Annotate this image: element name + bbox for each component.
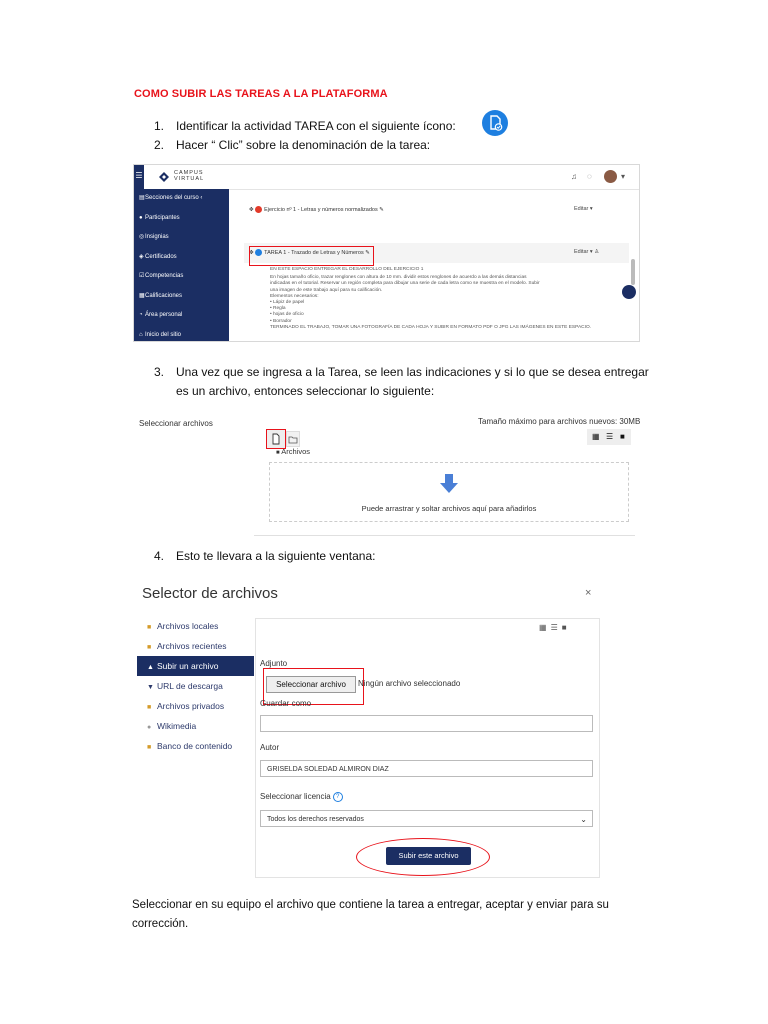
filepicker-label: Seleccionar archivos [139,419,213,428]
drop-zone[interactable] [269,462,629,522]
no-file-text: Ningún archivo seleccionado [358,679,461,688]
edit-menu[interactable]: Editar ▾ ♙ [574,249,600,255]
repository-list [137,616,254,756]
save-as-label: Guardar como [260,699,312,708]
sidebar-item-sections[interactable]: ▤Secciones del curso ‹ [134,189,229,209]
folder-icon [287,432,299,446]
chat-icon[interactable]: ◌ [587,172,592,181]
move-icon[interactable]: ✥ [249,206,254,213]
repo-subir-archivo[interactable]: ▲ Subir un archivo [137,656,254,676]
calendar-icon: ▣ [139,351,145,357]
author-label: Autor [260,743,280,752]
step-1 [154,119,456,133]
activity-exercise-1[interactable]: ✥ Ejercicio nº 1 - Letras y números normalizados ✎ [249,206,384,213]
repo-banco-contenido[interactable]: ■ Banco de contenido [137,736,254,756]
repo-archivos-recientes[interactable]: ■ Archivos recientes [137,636,254,656]
add-file-button[interactable] [266,429,286,449]
top-navbar [134,165,639,190]
license-select[interactable]: Todos los derechos reservados ⌄ [260,810,593,827]
step-text: Una vez que se ingresa a la Tarea, se leen las indicaciones y si lo que se desea entregar [176,365,649,379]
course-content [234,189,629,341]
folder-icon: ■ [147,644,152,651]
folder-icon: ■ [147,744,152,751]
filemanager-area [254,427,635,536]
sidebar-item-home[interactable]: ⌂ Inicio del sitio [134,326,229,346]
choose-file-button[interactable]: Seleccionar archivo [266,676,356,693]
quiz-icon [255,206,262,213]
view-switcher[interactable] [539,623,593,639]
dashboard-icon: ◔ [139,312,143,318]
file-selector-dialog [133,578,608,878]
sidebar-item-participants[interactable]: ● Participantes [134,209,229,229]
attachment-label: Adjunto [260,659,288,668]
badge-icon: ◎ [139,234,145,240]
upload-form [255,618,600,878]
repo-wikimedia[interactable]: ● Wikimedia [137,716,254,736]
list-icon: ▤ [139,195,145,201]
drop-zone-text: Puede arrastrar y soltar archivos aquí para añadirlos [361,504,537,513]
step-number: 3. [154,365,165,379]
step-text: Hacer “ Clic” sobre la denominación de la tarea: [176,138,431,152]
grid-view-icon[interactable]: ▦ [539,623,551,632]
step-number: 2. [154,138,165,152]
chevron-down-icon: ⌄ [580,815,587,824]
user-icon: ♙ [594,249,600,255]
wikimedia-icon: ● [147,724,152,731]
task-description: EN ESTE ESPACIO ENTREGAR EL DESARROLLO DEL EJERCICIO 1 En hojas tamaño oficio, trazar renglones con altura de 10 mm. dividir estos renglones de acuerdo a las demás distancias indicadas en el tutorial. Reservar un región completa para dibujar una serie de cada letra como se muestra en el modelo. Subir una imagen de este trabajo aquí para su calificación. Elementos necesarios: • Lápiz de papel • Regla • hojas de oficio • Borrador TERMINADO EL TRABAJO, TOMAR UNA FOTOGRAFÍA DE CADA HOJA Y SUBIR EN FORMATO PDF O JPG LAS IMÁGENES EN ESTE ESPACIO. [270,267,592,330]
users-icon: ● [139,214,143,221]
step-number: 1. [154,119,165,133]
chevron-left-icon: ‹ [200,195,203,201]
create-folder-button[interactable] [286,431,300,447]
folder-icon: ■ [147,624,152,631]
sidebar-item-badges[interactable]: ◎Insignias [134,228,229,248]
sidebar-item-competencies[interactable]: ☑Competencias [134,267,229,287]
campus-logo-icon [157,170,171,184]
pencil-icon[interactable]: ✎ [379,206,384,213]
folder-icon: ■ [276,450,280,456]
task-highlight-box [249,246,374,266]
grades-icon: ▦ [139,292,145,299]
certificate-icon: ◈ [139,253,144,260]
closing-paragraph: Seleccionar en su equipo el archivo que contiene la tarea a entregar, aceptar y enviar para su corrección. [132,899,609,930]
course-sidebar [134,189,229,357]
folder-view-icon[interactable]: ■ [561,623,571,632]
step-4 [154,549,375,563]
pencil-icon[interactable]: ✎ [365,249,370,256]
file-icon [267,430,285,448]
license-label: Seleccionar licencia ? [260,792,343,802]
save-as-input[interactable] [260,715,593,732]
step-3-continued: es un archivo, entonces seleccionar lo siguiente: [176,384,435,398]
avatar[interactable] [604,170,617,183]
step-number: 4. [154,549,165,563]
bell-icon[interactable]: ♫ [571,172,577,181]
folder-path[interactable]: ■ Archivos [276,447,311,456]
list-view-icon[interactable]: ☰ [550,623,562,632]
view-switcher[interactable] [587,429,631,445]
folder-view-icon[interactable]: ■ [620,432,625,441]
step-text: Identificar la actividad TAREA con el siguiente ícono: [176,119,456,133]
max-size-note: Tamaño máximo para archivos nuevos: 30MB [478,417,641,426]
sidebar-item-dashboard[interactable]: ◔ Área personal [134,306,229,326]
check-icon: ☑ [139,273,145,279]
task-link[interactable]: TAREA 1 - Trazado de Letras y Números [264,249,364,256]
author-input[interactable]: GRISELDA SOLEDAD ALMIRON DIAZ [260,760,593,777]
campus-brand: CAMPUS VIRTUAL [174,170,205,182]
step-3 [154,365,649,379]
drawer-toggle-icon[interactable] [622,285,636,299]
repo-archivos-locales[interactable]: ■ Archivos locales [137,616,254,636]
assignment-upload-icon [482,110,508,136]
sidebar-item-certificates[interactable]: ◈Certificados [134,248,229,268]
dialog-title: Selector de archivos [142,585,278,602]
folder-icon: ■ [147,704,152,711]
help-icon[interactable]: ? [333,792,343,802]
chevron-down-icon[interactable]: ▾ [621,172,626,181]
repo-archivos-privados[interactable]: ■ Archivos privados [137,696,254,716]
download-icon: ▼ [147,684,154,691]
step-text: Esto te llevara a la siguiente ventana: [176,549,376,563]
upload-file-button[interactable]: Subir este archivo [386,847,471,865]
edit-menu[interactable]: Editar ▾ [574,206,593,212]
repo-url-descarga[interactable]: ▼ URL de descarga [137,676,254,696]
home-icon: ⌂ [139,331,143,338]
scrollbar[interactable] [631,259,635,285]
upload-icon: ▲ [147,664,154,671]
list-view-icon[interactable]: ☰ [606,432,614,441]
page-heading: COMO SUBIR LAS TAREAS A LA PLATAFORMA [134,88,388,100]
grid-view-icon[interactable]: ▦ [592,432,600,441]
download-arrow-icon [440,474,458,494]
step-2 [154,138,430,152]
menu-toggle-icon[interactable]: ☰ [134,165,144,189]
close-icon[interactable]: × [585,587,592,599]
move-icon[interactable]: ✥ [249,249,254,256]
sidebar-item-calendar[interactable]: ▣Calendario [134,345,229,365]
sidebar-item-grades[interactable]: ▦Calificaciones [134,287,229,307]
course-page-screenshot [133,164,640,357]
